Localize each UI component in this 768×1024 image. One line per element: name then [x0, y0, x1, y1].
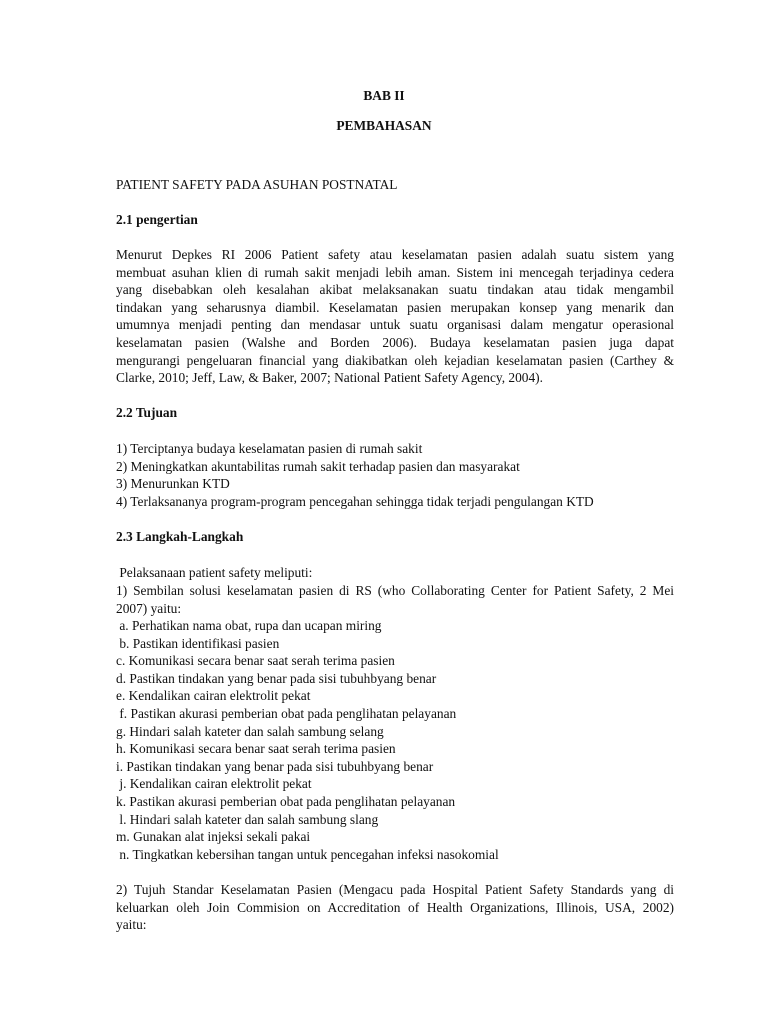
- list-item: b. Pastikan identifikasi pasien: [116, 635, 280, 651]
- chapter-title: PEMBAHASAN: [336, 118, 432, 133]
- list-item: 2) Meningkatkan akuntabilitas rumah sakit terhadap pasien dan masyarakat: [116, 458, 520, 474]
- list-item: h. Komunikasi secara benar saat serah terima pasien: [116, 741, 396, 757]
- section-heading-langkah: 2.3 Langkah-Langkah: [116, 529, 244, 544]
- list-item: l. Hindari salah kateter dan salah sambung slang: [116, 811, 379, 827]
- paragraph-line: umumnya menjadi penting dan mendasar untuk suatu organisasi dalam mengatur operasional: [116, 317, 674, 333]
- langkah-intro: Pelaksanaan patient safety meliputi:: [116, 565, 313, 580]
- paragraph-line: 1) Sembilan solusi keselamatan pasien di RS (who Collaborating Center for Patient Safety, 2 Mei: [116, 583, 674, 598]
- list-item: 4) Terlaksananya program-program pencegahan sehingga tidak terjadi pengulangan KTD: [116, 493, 594, 509]
- paragraph-line: yaitu:: [116, 917, 147, 933]
- list-item: f. Pastikan akurasi pemberian obat pada penglihatan pelayanan: [116, 705, 457, 721]
- list-item: g. Hindari salah kateter dan salah sambung selang: [116, 723, 384, 739]
- paragraph-line: keluarkan oleh Join Commision on Accreditation of Health Organizations, Illinois, USA, 2002): [116, 899, 674, 915]
- section-heading-pengertian: 2.1 pengertian: [116, 212, 198, 227]
- tujuan-list: [116, 440, 594, 510]
- topic-heading: PATIENT SAFETY PADA ASUHAN POSTNATAL: [116, 177, 398, 192]
- list-item: e. Kendalikan cairan elektrolit pekat: [116, 688, 311, 704]
- paragraph-line: yang disebabkan oleh kesalahan akibat melaksanakan suatu tindakan atau tidak mengambil: [116, 282, 674, 298]
- list-item: k. Pastikan akurasi pemberian obat pada penglihatan pelayanan: [116, 793, 456, 809]
- list-item: n. Tingkatkan kebersihan tangan untuk pencegahan infeksi nasokomial: [116, 846, 499, 862]
- paragraph-line: membuat asuhan klien di rumah sakit menjadi lebih aman. Sistem ini mencegah terjadinya cedera: [116, 264, 674, 280]
- paragraph-line: 2007) yaitu:: [116, 600, 182, 616]
- paragraph-line: Menurut Depkes RI 2006 Patient safety atau keselamatan pasien adalah suatu sistem yang: [116, 247, 674, 262]
- list-item: i. Pastikan tindakan yang benar pada sisi tubuhbyang benar: [116, 758, 434, 774]
- paragraph-line: 2) Tujuh Standar Keselamatan Pasien (Mengacu pada Hospital Patient Safety Standards yang di: [116, 882, 674, 897]
- point-2-paragraph: [116, 881, 674, 934]
- list-item: d. Pastikan tindakan yang benar pada sisi tubuhbyang benar: [116, 670, 437, 686]
- section-heading-tujuan: 2.2 Tujuan: [116, 405, 178, 420]
- list-item: 3) Menurunkan KTD: [116, 476, 230, 492]
- list-item: a. Perhatikan nama obat, rupa dan ucapan miring: [116, 618, 382, 633]
- paragraph-line: mengurangi pengeluaran financial yang diakibatkan oleh kejadian keselamatan pasien (Carthey &: [116, 352, 674, 368]
- pengertian-paragraph: [116, 246, 674, 387]
- list-item: 1) Terciptanya budaya keselamatan pasien di rumah sakit: [116, 441, 423, 456]
- list-item: c. Komunikasi secara benar saat serah terima pasien: [116, 653, 395, 669]
- list-item: j. Kendalikan cairan elektrolit pekat: [116, 776, 312, 792]
- list-item: m. Gunakan alat injeksi sekali pakai: [116, 829, 311, 845]
- paragraph-line: Clarke, 2010; Jeff, Law, & Baker, 2007; National Patient Safety Agency, 2004).: [116, 370, 543, 386]
- paragraph-line: tindakan yang seharusnya diambil. Keselamatan pasien merupakan konsep yang menarik dan: [116, 299, 674, 315]
- paragraph-line: keselamatan pasien (Walshe and Borden 2006). Budaya keselamatan pasien juga dapat: [116, 334, 674, 350]
- chapter-label: BAB II: [363, 88, 405, 103]
- solusi-list: [116, 617, 499, 863]
- point-1-paragraph: [116, 582, 674, 617]
